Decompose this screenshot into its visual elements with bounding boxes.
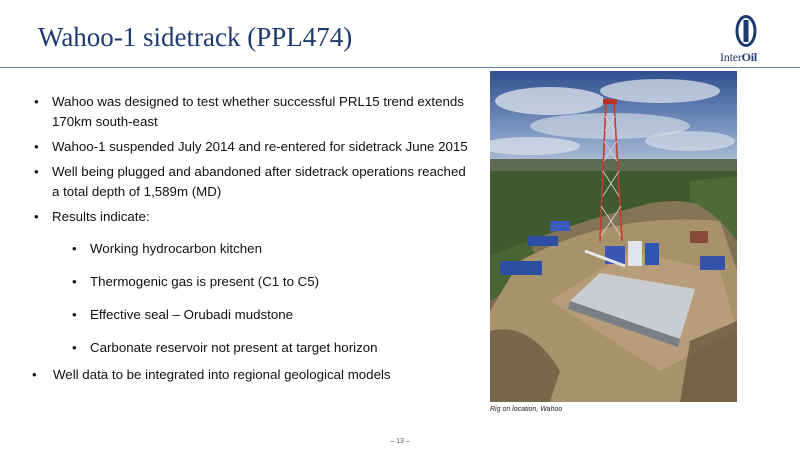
bullet-text: Wahoo-1 suspended July 2014 and re-entered for sidetrack June 2015 — [52, 139, 468, 154]
slide-title: Wahoo-1 sidetrack (PPL474) — [38, 22, 353, 52]
bullet-dot: • — [72, 241, 77, 256]
sub-bullet-text: Thermogenic gas is present (C1 to C5) — [90, 274, 320, 289]
rig-photo — [490, 71, 737, 402]
bullet-text: Results indicate: — [52, 209, 150, 224]
bullet-list — [28, 92, 468, 390]
bullet-dot: • — [32, 367, 37, 382]
bullet-dot: • — [34, 139, 39, 154]
sub-bullet-item — [28, 338, 468, 358]
interoil-logo-icon — [735, 14, 757, 48]
bullet-dot: • — [72, 340, 77, 355]
logo-wordmark: InterOil — [720, 50, 758, 64]
bullet-text: Well being plugged and abandoned after sidetrack operations reached a total depth of 1,589m (MD) — [52, 164, 466, 199]
bullet-item — [28, 137, 468, 157]
bullet-item — [28, 207, 468, 227]
sub-bullet-item — [28, 272, 468, 292]
interoil-logo — [718, 14, 778, 64]
title-divider — [0, 67, 800, 68]
sub-bullet-text: Carbonate reservoir not present at target horizon — [90, 340, 378, 355]
bullet-dot: • — [72, 274, 77, 289]
bullet-dot: • — [72, 307, 77, 322]
photo-caption: Rig on location, Wahoo — [490, 406, 563, 413]
bullet-dot: • — [34, 94, 39, 109]
sub-bullet-text: Working hydrocarbon kitchen — [90, 241, 262, 256]
bullet-text: Wahoo was designed to test whether successful PRL15 trend extends 170km south-east — [52, 94, 464, 129]
bullet-dot: • — [34, 209, 39, 224]
bullet-item — [28, 92, 468, 132]
bullet-item — [28, 365, 468, 385]
sub-bullet-text: Effective seal – Orubadi mudstone — [90, 307, 294, 322]
sub-bullet-item — [28, 305, 468, 325]
bullet-item — [28, 162, 468, 202]
bullet-text: Well data to be integrated into regional geological models — [53, 367, 391, 382]
page-number: – 13 – — [390, 438, 410, 445]
bullet-dot: • — [34, 164, 39, 179]
sub-bullet-item — [28, 239, 468, 259]
